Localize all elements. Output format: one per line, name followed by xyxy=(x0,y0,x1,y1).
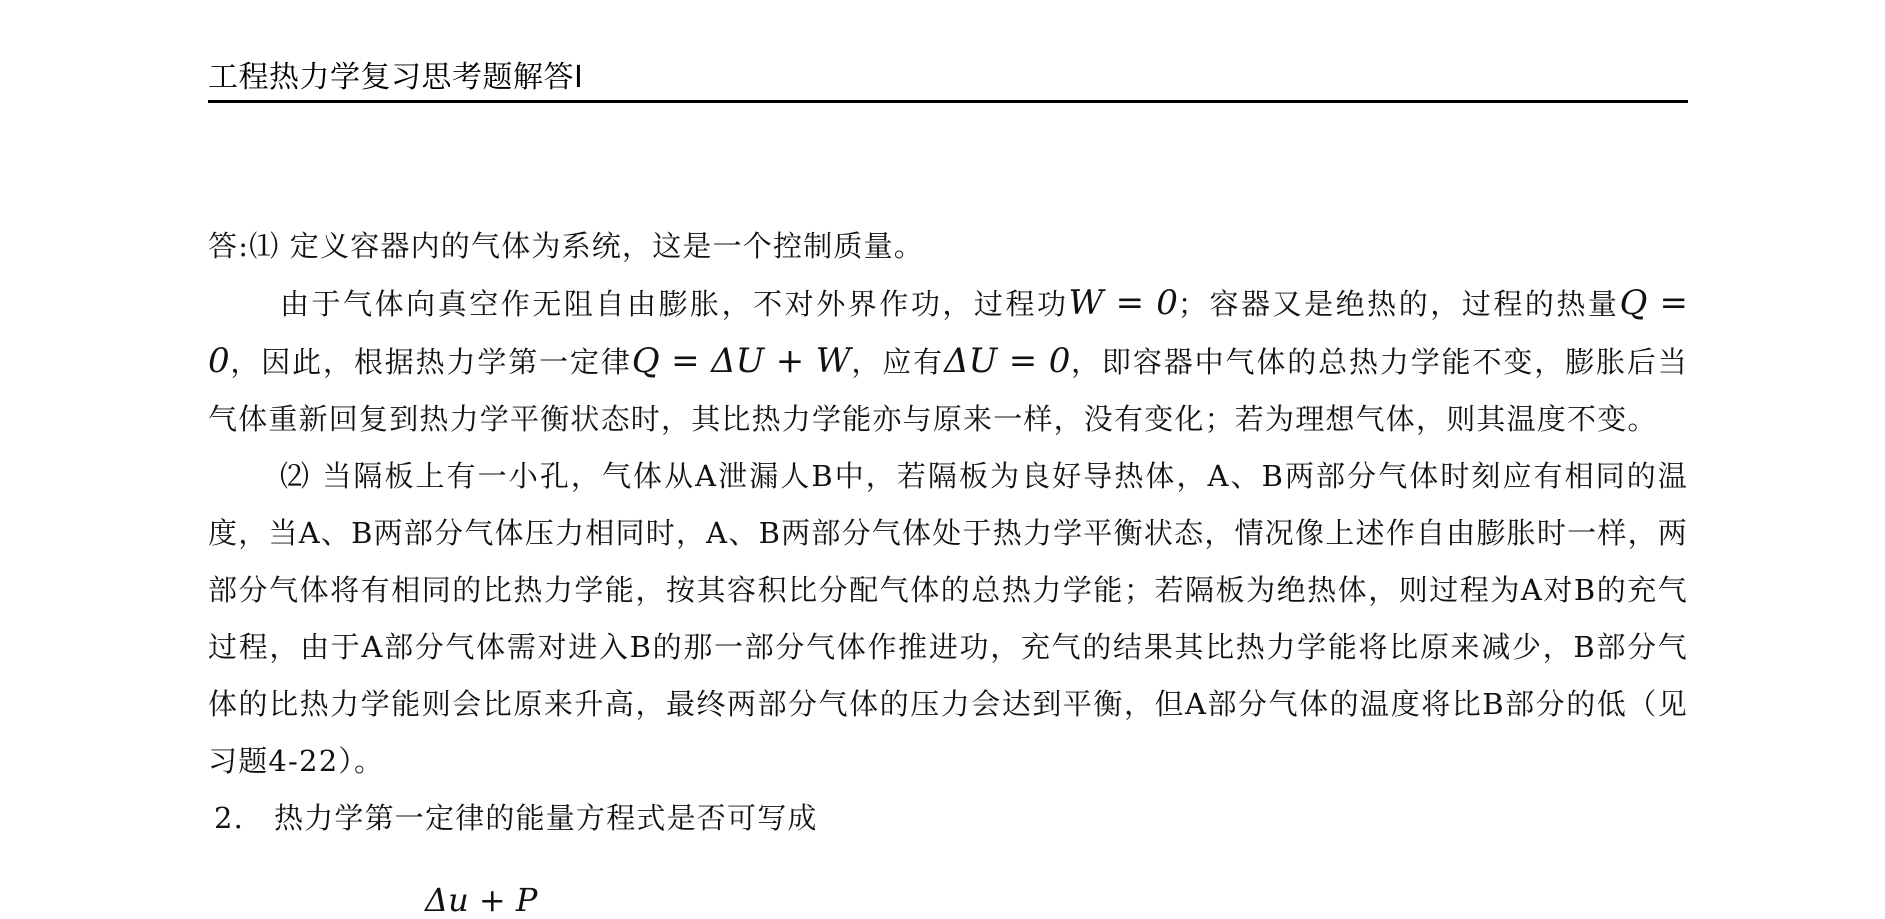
answer-separator: : xyxy=(238,229,250,263)
answer-paragraph-1 xyxy=(208,218,1688,275)
answer-part-1-text: ⑴ 定义容器内的气体为系统，这是一个控制质量。 xyxy=(249,229,925,263)
question-2 xyxy=(208,790,1688,847)
formula-delta-u-zero: ΔU = 0 xyxy=(944,341,1071,381)
answer-label: 答 xyxy=(208,229,239,263)
answer-p2-text-4: ，应有 xyxy=(850,345,945,379)
answer-paragraph-3: ⑵ 当隔板上有一小孔，气体从A泄漏人B中，若隔板为良好导热体，A、B两部分气体时刻应有相同的温度，当A、B两部分气体压力相同时，A、B两部分气体处于热力学平衡状态，情况像上述作自由膨胀时一样，两部分气体将有相同的比热力学能，按其容积比分配气体的总热力学能；若隔板为绝热体，则过程为A对B的充气过程，由于A部分气体需对进入B的那一部分气体作推进功，充气的结果其比热力学能将比原来减少，B部分气体的比热力学能则会比原来升高，最终两部分气体的压力会达到平衡，但A部分气体的温度将比B部分的低（见习题4-22）。 xyxy=(208,459,1688,778)
answer-p2-text-1: 由于气体向真空作无阻自由膨胀，不对外界作功，过程功 xyxy=(280,287,1069,321)
question-number: 2. xyxy=(214,801,245,835)
formula-work-zero: W = 0 xyxy=(1068,283,1178,323)
answer-p2-text-5: ，即容器中气体的总热力学能不变，膨胀后当气体重新回复到热力学平衡状态时，其比热力学能亦与原来一样，没有变化；若为理想气体，则其温度不变。 xyxy=(208,345,1688,436)
answer-p2-text-2: ；容器又是绝热的，过程的热量 xyxy=(1177,287,1620,321)
answer-body xyxy=(208,218,1688,847)
partial-formula-line: Δu + P xyxy=(425,881,538,919)
answer-p2-text-3: ，因此，根据热力学第一定律 xyxy=(229,345,632,379)
page-header xyxy=(208,52,1688,103)
formula-first-law: Q = ΔU + W xyxy=(631,341,851,381)
answer-paragraph-2 xyxy=(208,275,1688,448)
question-text: 热力学第一定律的能量方程式是否可写成 xyxy=(274,801,818,835)
header-title: 工程热力学复习思考题解答Ⅰ xyxy=(208,60,584,95)
formula-heat-zero: Q = 0 xyxy=(208,283,1688,381)
